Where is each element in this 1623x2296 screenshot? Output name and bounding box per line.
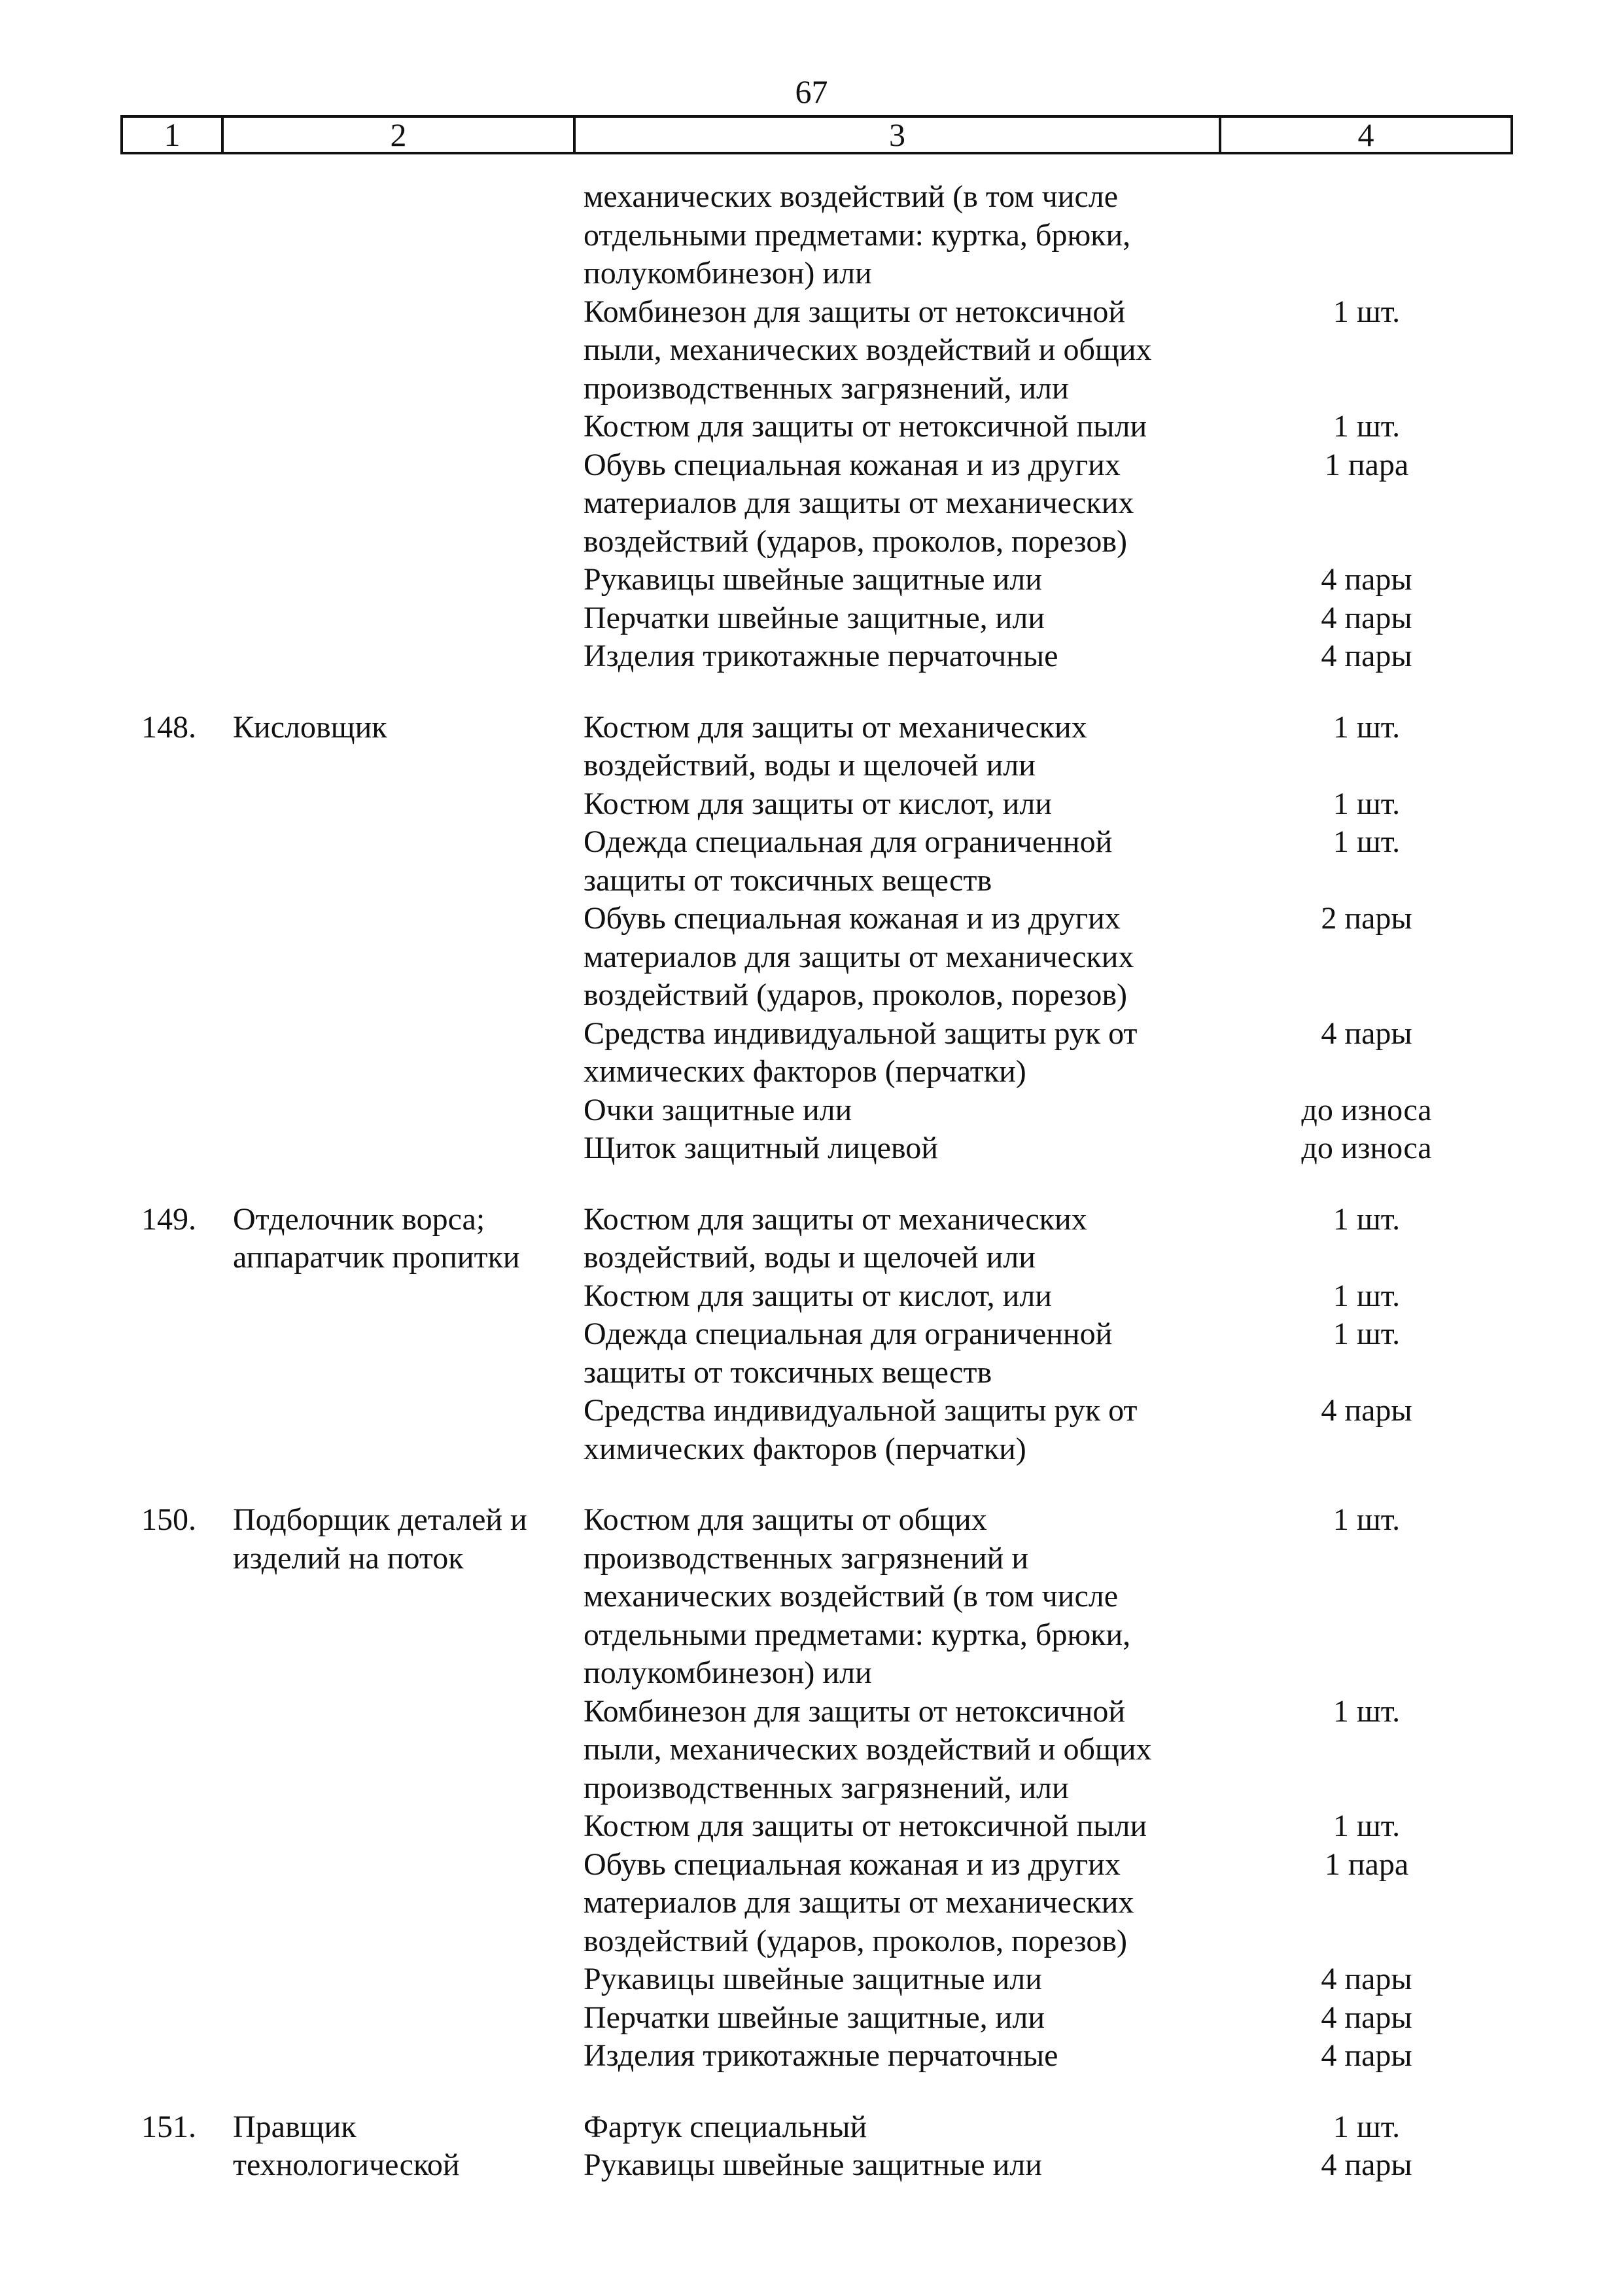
row-gap bbox=[120, 1168, 1513, 1201]
item-quantity: 1 шт. bbox=[1333, 786, 1401, 821]
item-name: материалов для защиты от механических bbox=[584, 1885, 1134, 1920]
item-name: отдельными предметами: куртка, брюки, bbox=[584, 217, 1131, 253]
item-name: воздействий (ударов, проколов, порезов) bbox=[584, 523, 1127, 559]
row-line bbox=[120, 1129, 1513, 1168]
item-name: Костюм для защиты от механических bbox=[584, 709, 1087, 745]
item-name: воздействий (ударов, проколов, порезов) bbox=[584, 1923, 1127, 1958]
item-name: Одежда специальная для ограниченной bbox=[584, 1316, 1113, 1351]
item-name: Щиток защитный лицевой bbox=[584, 1131, 938, 1165]
row-line bbox=[120, 747, 1513, 785]
item-name: Одежда специальная для ограниченной bbox=[584, 824, 1113, 859]
item-name: Обувь специальная кожаная и из других bbox=[584, 901, 1121, 936]
item-name: Изделия трикотажные перчаточные bbox=[584, 639, 1058, 673]
profession-name: технологической bbox=[233, 2147, 460, 2182]
row-line bbox=[120, 1015, 1513, 1053]
header-col-3: 3 bbox=[573, 118, 1219, 152]
row-line bbox=[120, 1354, 1513, 1392]
profession-name: Правщик bbox=[233, 2109, 357, 2144]
item-name: Костюм для защиты от механических bbox=[584, 1201, 1087, 1237]
item-name: Костюм для защиты от нетоксичной пыли bbox=[584, 409, 1147, 444]
row-line bbox=[120, 862, 1513, 900]
item-name: Костюм для защиты от нетоксичной пыли bbox=[584, 1809, 1147, 1843]
row-line bbox=[120, 823, 1513, 862]
row-line bbox=[120, 1922, 1513, 1961]
row-line bbox=[120, 1239, 1513, 1277]
item-quantity: 1 шт. bbox=[1333, 294, 1401, 329]
row-line bbox=[120, 1693, 1513, 1731]
row-number: 150. bbox=[141, 1502, 196, 1537]
item-quantity: 1 шт. bbox=[1333, 824, 1401, 859]
table-row bbox=[120, 1201, 1513, 1469]
item-name: механических воздействий (в том числе bbox=[584, 179, 1119, 214]
row-gap bbox=[120, 676, 1513, 709]
item-quantity: 4 пары bbox=[1321, 562, 1412, 597]
item-name: Рукавицы швейные защитные или bbox=[584, 562, 1042, 597]
row-line bbox=[120, 1053, 1513, 1091]
item-quantity: 4 пары bbox=[1321, 639, 1412, 673]
item-name: Рукавицы швейные защитные или bbox=[584, 1962, 1042, 1996]
table-row bbox=[120, 1501, 1513, 2075]
profession-name: Подборщик деталей и bbox=[233, 1502, 527, 1537]
item-name: Обувь специальная кожаная и из других bbox=[584, 447, 1121, 482]
item-quantity: 1 шт. bbox=[1333, 1502, 1401, 1537]
item-quantity: 1 шт. bbox=[1333, 1316, 1401, 1351]
item-name: полукомбинезон) или bbox=[584, 256, 872, 291]
item-name: производственных загрязнений, или bbox=[584, 370, 1069, 406]
item-quantity: 4 пары bbox=[1321, 1962, 1412, 1996]
header-col-4: 4 bbox=[1219, 118, 1510, 152]
row-line bbox=[120, 1999, 1513, 2038]
table-header bbox=[120, 115, 1513, 154]
row-line bbox=[120, 1091, 1513, 1130]
row-line bbox=[120, 1277, 1513, 1316]
profession-name: аппаратчик пропитки bbox=[233, 1240, 520, 1275]
item-name: Костюм для защиты от кислот, или bbox=[584, 1278, 1052, 1313]
item-name: механических воздействий (в том числе bbox=[584, 1579, 1119, 1614]
row-line bbox=[120, 1578, 1513, 1616]
row-line bbox=[120, 331, 1513, 370]
row-line bbox=[120, 1884, 1513, 1922]
item-name: Перчатки швейные защитные, или bbox=[584, 600, 1045, 635]
row-line bbox=[120, 1315, 1513, 1354]
row-line bbox=[120, 1846, 1513, 1884]
row-line bbox=[120, 938, 1513, 977]
page-number: 67 bbox=[795, 73, 828, 110]
row-line bbox=[120, 1654, 1513, 1693]
item-name: химических факторов (перчатки) bbox=[584, 1431, 1026, 1466]
row-line bbox=[120, 561, 1513, 599]
item-name: Комбинезон для защиты от нетоксичной bbox=[584, 294, 1126, 329]
item-quantity: 4 пары bbox=[1321, 1016, 1412, 1051]
table-row bbox=[120, 709, 1513, 1168]
table-body bbox=[120, 178, 1513, 2185]
item-name: Фартук специальный bbox=[584, 2109, 867, 2144]
row-line bbox=[120, 523, 1513, 561]
row-line bbox=[120, 2146, 1513, 2185]
item-quantity: до износа bbox=[1301, 1092, 1432, 1127]
row-line bbox=[120, 217, 1513, 255]
row-line bbox=[120, 1769, 1513, 1808]
item-quantity: 4 пары bbox=[1321, 1393, 1412, 1428]
row-line bbox=[120, 1540, 1513, 1578]
item-name: Обувь специальная кожаная и из других bbox=[584, 1846, 1121, 1882]
profession-name: изделий на поток bbox=[233, 1540, 464, 1576]
item-name: Очки защитные или bbox=[584, 1092, 852, 1127]
item-name: Средства индивидуальной защиты рук от bbox=[584, 1016, 1138, 1051]
item-name: Комбинезон для защиты от нетоксичной bbox=[584, 1693, 1126, 1729]
item-name: Средства индивидуальной защиты рук от bbox=[584, 1393, 1138, 1428]
row-line bbox=[120, 484, 1513, 523]
row-line bbox=[120, 1960, 1513, 1999]
row-number: 148. bbox=[141, 709, 196, 745]
item-quantity: 4 пары bbox=[1321, 600, 1412, 635]
row-line bbox=[120, 637, 1513, 676]
row-line bbox=[120, 408, 1513, 446]
item-name: защиты от токсичных веществ bbox=[584, 862, 992, 898]
item-name: Изделия трикотажные перчаточные bbox=[584, 2038, 1058, 2073]
item-quantity: до износа bbox=[1301, 1131, 1432, 1165]
row-line bbox=[120, 976, 1513, 1015]
item-quantity: 1 шт. bbox=[1333, 1693, 1401, 1729]
row-line bbox=[120, 1501, 1513, 1540]
item-name: полукомбинезон) или bbox=[584, 1655, 872, 1690]
item-name: Костюм для защиты от кислот, или bbox=[584, 786, 1052, 821]
item-quantity: 1 шт. bbox=[1333, 1809, 1401, 1843]
item-name: Перчатки швейные защитные, или bbox=[584, 2000, 1045, 2035]
item-name: материалов для защиты от механических bbox=[584, 939, 1134, 974]
item-name: материалов для защиты от механических bbox=[584, 486, 1134, 520]
header-col-2: 2 bbox=[221, 118, 573, 152]
item-quantity: 2 пары bbox=[1321, 901, 1412, 936]
item-quantity: 1 пара bbox=[1324, 447, 1409, 482]
row-line bbox=[120, 2108, 1513, 2147]
item-quantity: 1 пара bbox=[1324, 1846, 1409, 1882]
row-line bbox=[120, 785, 1513, 824]
item-name: Рукавицы швейные защитные или bbox=[584, 2147, 1042, 2182]
item-quantity: 4 пары bbox=[1321, 2147, 1412, 2182]
item-name: воздействий, воды и щелочей или bbox=[584, 748, 1036, 783]
row-line bbox=[120, 900, 1513, 938]
row-line bbox=[120, 1731, 1513, 1769]
table-row bbox=[120, 2108, 1513, 2185]
item-quantity: 1 шт. bbox=[1333, 709, 1401, 745]
row-line bbox=[120, 1392, 1513, 1430]
table-row bbox=[120, 178, 1513, 676]
profession-name: Отделочник ворса; bbox=[233, 1201, 485, 1237]
row-gap bbox=[120, 2075, 1513, 2108]
row-line bbox=[120, 178, 1513, 217]
item-name: пыли, механических воздействий и общих bbox=[584, 1732, 1152, 1767]
row-line bbox=[120, 370, 1513, 408]
item-quantity: 1 шт. bbox=[1333, 1278, 1401, 1313]
item-quantity: 1 шт. bbox=[1333, 2109, 1401, 2144]
item-quantity: 4 пары bbox=[1321, 2000, 1412, 2035]
item-name: производственных загрязнений, или bbox=[584, 1770, 1069, 1805]
row-line bbox=[120, 599, 1513, 638]
row-line bbox=[120, 1807, 1513, 1846]
item-name: производственных загрязнений и bbox=[584, 1540, 1029, 1576]
item-name: воздействий (ударов, проколов, порезов) bbox=[584, 978, 1127, 1012]
profession-name: Кисловщик bbox=[233, 709, 387, 745]
item-name: отдельными предметами: куртка, брюки, bbox=[584, 1617, 1131, 1652]
item-quantity: 1 шт. bbox=[1333, 1201, 1401, 1237]
item-quantity: 4 пары bbox=[1321, 2038, 1412, 2073]
row-line bbox=[120, 446, 1513, 485]
row-line bbox=[120, 2037, 1513, 2075]
row-gap bbox=[120, 1468, 1513, 1501]
item-name: химических факторов (перчатки) bbox=[584, 1054, 1026, 1089]
row-line bbox=[120, 709, 1513, 747]
item-name: пыли, механических воздействий и общих bbox=[584, 332, 1152, 367]
row-number: 149. bbox=[141, 1201, 196, 1237]
header-col-1: 1 bbox=[164, 116, 181, 153]
row-line bbox=[120, 293, 1513, 332]
row-line bbox=[120, 1616, 1513, 1655]
item-quantity: 1 шт. bbox=[1333, 409, 1401, 444]
row-line bbox=[120, 255, 1513, 293]
row-number: 151. bbox=[141, 2109, 196, 2144]
row-line bbox=[120, 1201, 1513, 1239]
row-line bbox=[120, 1430, 1513, 1469]
item-name: защиты от токсичных веществ bbox=[584, 1354, 992, 1390]
item-name: воздействий, воды и щелочей или bbox=[584, 1240, 1036, 1275]
item-name: Костюм для защиты от общих bbox=[584, 1502, 987, 1537]
